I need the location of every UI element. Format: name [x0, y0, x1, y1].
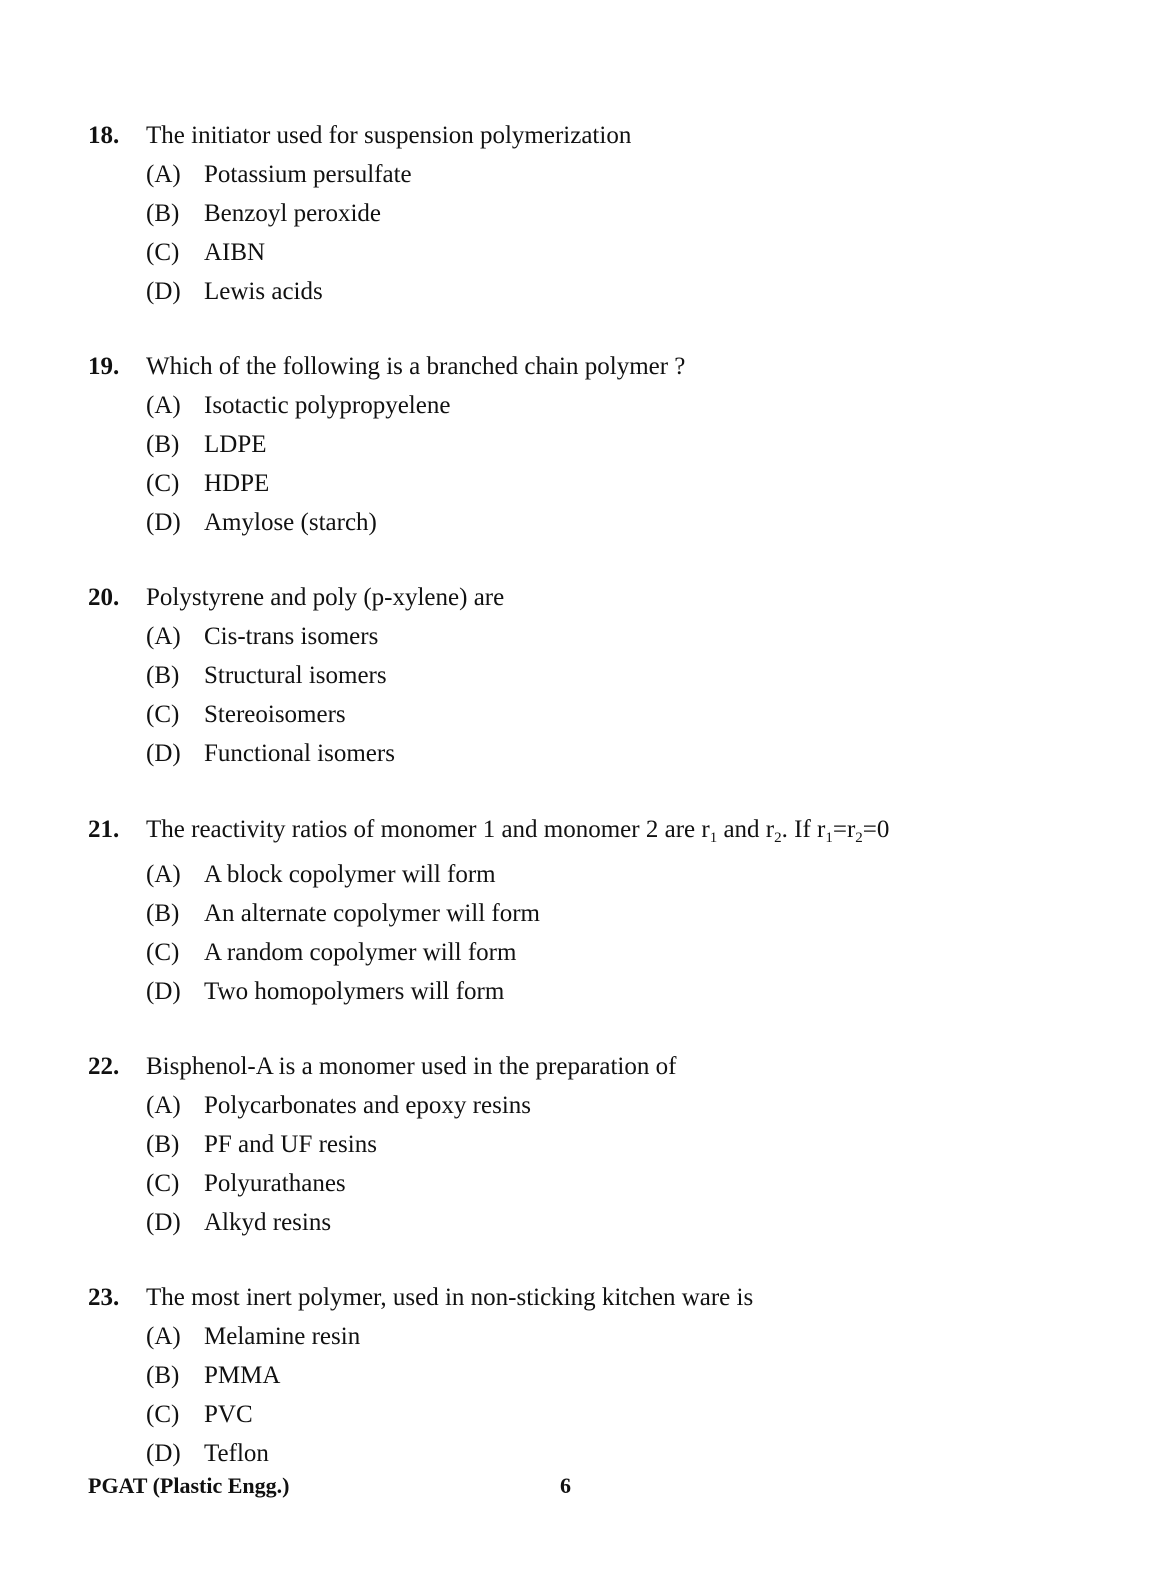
- option-letter: (D): [146, 509, 181, 536]
- option-letter: (D): [146, 978, 181, 1005]
- question-18: [88, 117, 1088, 311]
- option-text: AIBN: [204, 239, 266, 266]
- option-d: [88, 972, 1088, 1011]
- option-letter: (B): [146, 1362, 180, 1389]
- question-stem: [88, 811, 1088, 855]
- option-a: [88, 155, 1088, 194]
- option-d: [88, 503, 1088, 542]
- option-text: Melamine resin: [204, 1323, 361, 1350]
- option-letter: (B): [146, 900, 180, 927]
- option-letter: (B): [146, 431, 180, 458]
- option-text: Stereoisomers: [204, 701, 346, 728]
- option-text: Polyurathanes: [204, 1170, 346, 1197]
- option-text: PF and UF resins: [204, 1131, 377, 1158]
- question-number: 18.: [88, 122, 120, 149]
- option-a: [88, 855, 1088, 894]
- option-letter: (B): [146, 662, 180, 689]
- question-number: 22.: [88, 1053, 120, 1080]
- option-letter: (D): [146, 1440, 181, 1467]
- option-letter: (D): [146, 1209, 181, 1236]
- option-letter: (C): [146, 939, 180, 966]
- option-text: Potassium persulfate: [204, 161, 412, 188]
- subscript: 2: [855, 830, 863, 846]
- question-text: The most inert polymer, used in non-sticking kitchen ware is: [146, 1284, 754, 1311]
- footer-page-number: 6: [560, 1473, 571, 1498]
- question-20: [88, 579, 1088, 773]
- option-d: [88, 1434, 1088, 1473]
- question-stem: [88, 1279, 1088, 1317]
- question-text: The initiator used for suspension polymerization: [146, 122, 632, 149]
- option-letter: (A): [146, 392, 181, 419]
- option-b: [88, 425, 1088, 464]
- option-text: A block copolymer will form: [204, 861, 496, 888]
- question-number: 21.: [88, 816, 120, 843]
- question-number: 20.: [88, 584, 120, 611]
- option-b: [88, 1356, 1088, 1395]
- option-text: A random copolymer will form: [204, 939, 517, 966]
- question-21: [88, 811, 1088, 1011]
- subscript: 2: [774, 830, 782, 846]
- option-text: Lewis acids: [204, 278, 323, 305]
- question-text-part: . If r: [781, 816, 826, 843]
- option-letter: (C): [146, 1401, 180, 1428]
- option-a: [88, 1086, 1088, 1125]
- question-22: [88, 1048, 1088, 1242]
- option-text: Isotactic polypropyelene: [204, 392, 451, 419]
- option-letter: (B): [146, 200, 180, 227]
- option-c: [88, 233, 1088, 272]
- question-text-part: The reactivity ratios of monomer 1 and monomer 2 are r: [146, 816, 710, 843]
- option-text: Two homopolymers will form: [204, 978, 505, 1005]
- option-letter: (A): [146, 1323, 181, 1350]
- option-letter: (A): [146, 1092, 181, 1119]
- footer-exam-title: PGAT (Plastic Engg.): [88, 1473, 290, 1498]
- option-text: Polycarbonates and epoxy resins: [204, 1092, 532, 1119]
- option-a: [88, 386, 1088, 425]
- option-text: Benzoyl peroxide: [204, 200, 382, 227]
- option-letter: (A): [146, 861, 181, 888]
- question-stem: [88, 579, 1088, 617]
- question-text: [146, 811, 889, 849]
- option-letter: (C): [146, 701, 180, 728]
- option-text: PVC: [204, 1401, 253, 1428]
- option-text: Teflon: [204, 1440, 269, 1467]
- question-text: Which of the following is a branched chain polymer ?: [146, 353, 686, 380]
- option-letter: (D): [146, 278, 181, 305]
- question-text: Bisphenol-A is a monomer used in the preparation of: [146, 1053, 677, 1080]
- option-b: [88, 894, 1088, 933]
- option-c: [88, 695, 1088, 734]
- option-letter: (C): [146, 239, 180, 266]
- question-text-part: and r: [717, 816, 775, 843]
- option-c: [88, 933, 1088, 972]
- question-stem: [88, 1048, 1088, 1086]
- question-text-part: =r: [832, 816, 856, 843]
- option-d: [88, 1203, 1088, 1242]
- question-number: 23.: [88, 1284, 120, 1311]
- option-a: [88, 617, 1088, 656]
- option-text: Structural isomers: [204, 662, 387, 689]
- subscript: 1: [709, 830, 718, 846]
- option-letter: (A): [146, 161, 181, 188]
- question-text: Polystyrene and poly (p-xylene) are: [146, 584, 505, 611]
- option-b: [88, 194, 1088, 233]
- option-text: Cis-trans isomers: [204, 623, 379, 650]
- option-letter: (B): [146, 1131, 180, 1158]
- option-a: [88, 1317, 1088, 1356]
- option-letter: (C): [146, 1170, 180, 1197]
- option-text: LDPE: [204, 431, 267, 458]
- question-stem: [88, 117, 1088, 155]
- option-d: [88, 272, 1088, 311]
- option-c: [88, 464, 1088, 503]
- subscript: 1: [825, 830, 833, 846]
- option-text: An alternate copolymer will form: [204, 900, 540, 927]
- option-letter: (D): [146, 740, 181, 767]
- option-b: [88, 1125, 1088, 1164]
- question-text-part: =0: [862, 816, 890, 843]
- question-23: [88, 1279, 1088, 1473]
- question-stem: [88, 348, 1088, 386]
- question-number: 19.: [88, 353, 120, 380]
- option-d: [88, 734, 1088, 773]
- option-letter: (C): [146, 470, 180, 497]
- option-text: HDPE: [204, 470, 270, 497]
- option-b: [88, 656, 1088, 695]
- option-c: [88, 1164, 1088, 1203]
- option-text: Alkyd resins: [204, 1209, 332, 1236]
- option-text: PMMA: [204, 1362, 281, 1389]
- option-text: Amylose (starch): [204, 509, 377, 536]
- question-19: [88, 348, 1088, 542]
- option-c: [88, 1395, 1088, 1434]
- option-letter: (A): [146, 623, 181, 650]
- option-text: Functional isomers: [204, 740, 395, 767]
